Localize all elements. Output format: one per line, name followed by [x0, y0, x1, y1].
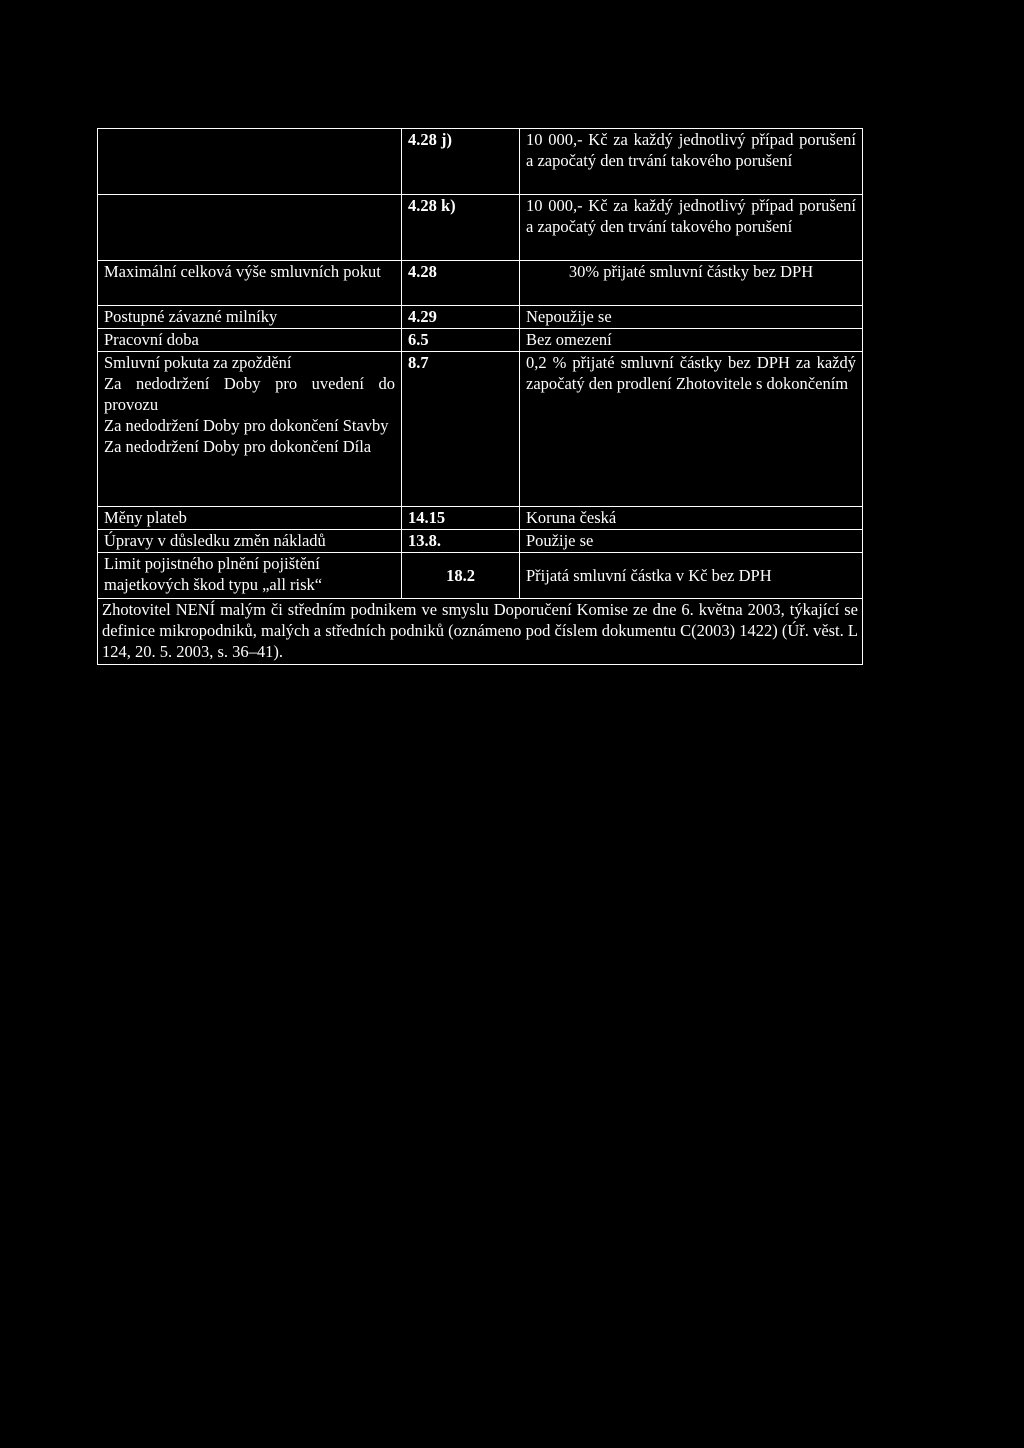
table-row	[98, 507, 863, 530]
row-label: Postupné závazné milníky	[98, 306, 402, 329]
clause-reference: 14.15	[402, 507, 520, 530]
table-row	[98, 329, 863, 352]
row-label	[98, 129, 402, 195]
row-label	[98, 195, 402, 261]
clause-reference: 6.5	[402, 329, 520, 352]
row-value: Přijatá smluvní částka v Kč bez DPH	[520, 553, 863, 599]
clause-reference: 4.28 j)	[402, 129, 520, 195]
table-row	[98, 352, 863, 507]
clause-reference: 13.8.	[402, 530, 520, 553]
row-value: 10 000,- Kč za každý jednotlivý případ porušení a započatý den trvání takového porušení	[520, 129, 863, 195]
clause-reference: 4.29	[402, 306, 520, 329]
row-label-line: Za nedodržení Doby pro uvedení do provozu	[104, 374, 395, 414]
row-value: Koruna česká	[520, 507, 863, 530]
table-row	[98, 195, 863, 261]
row-value: 10 000,- Kč za každý jednotlivý případ porušení a započatý den trvání takového porušení	[520, 195, 863, 261]
row-label: Maximální celková výše smluvních pokut	[98, 261, 402, 306]
row-label-line: Za nedodržení Doby pro dokončení Díla	[104, 437, 372, 456]
contract-parameters-table	[97, 128, 863, 665]
row-value: Použije se	[520, 530, 863, 553]
row-value: Bez omezení	[520, 329, 863, 352]
row-value: Nepoužije se	[520, 306, 863, 329]
row-value: 0,2 % přijaté smluvní částky bez DPH za každý započatý den prodlení Zhotovitele s dokončením	[520, 352, 863, 507]
row-label-group	[98, 352, 402, 507]
table-row	[98, 530, 863, 553]
clause-reference: 4.28	[402, 261, 520, 306]
row-label-line: Smluvní pokuta za zpoždění	[104, 353, 292, 372]
row-label: Měny plateb	[98, 507, 402, 530]
table-row	[98, 306, 863, 329]
table-row	[98, 599, 863, 665]
row-label: Limit pojistného plnění pojištění majetkových škod typu „all risk“	[98, 553, 402, 599]
table-row	[98, 129, 863, 195]
clause-reference: 4.28 k)	[402, 195, 520, 261]
row-value: 30% přijaté smluvní částky bez DPH	[520, 261, 863, 306]
clause-reference: 8.7	[402, 352, 520, 507]
table-row	[98, 553, 863, 599]
clause-reference: 18.2	[402, 553, 520, 599]
row-label: Pracovní doba	[98, 329, 402, 352]
table-row	[98, 261, 863, 306]
row-label-line: Za nedodržení Doby pro dokončení Stavby	[104, 416, 389, 435]
sme-status-note: Zhotovitel NENÍ malým či středním podnikem ve smyslu Doporučení Komise ze dne 6. května 2003, týkající se definice mikropodniků, malých a středních podniků (oznámeno pod číslem dokumentu C(2003) 1422) (Úř. věst. L 124, 20. 5. 2003, s. 36–41).	[98, 599, 863, 665]
row-label: Úpravy v důsledku změn nákladů	[98, 530, 402, 553]
